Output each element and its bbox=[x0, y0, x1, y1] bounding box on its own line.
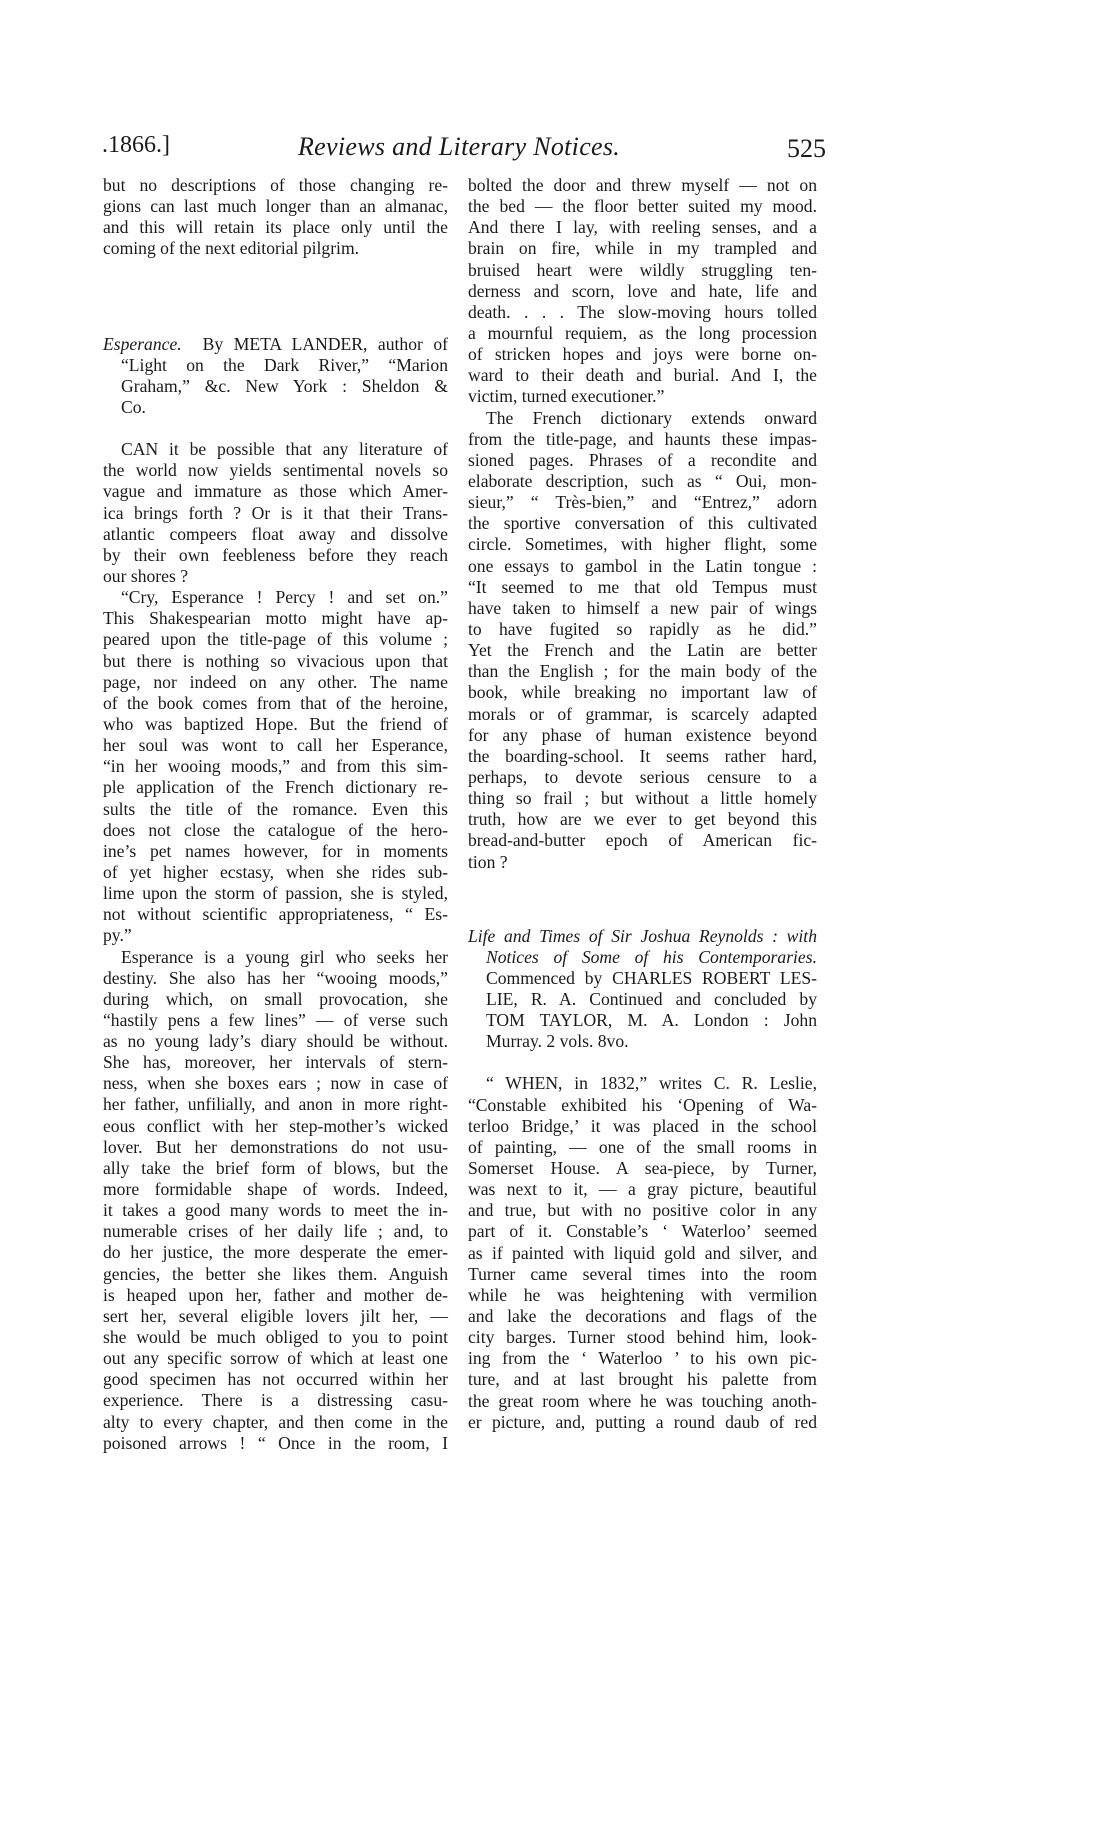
text-line: as if painted with liquid gold and silver, and bbox=[468, 1242, 817, 1263]
text-line: from the title-page, and haunts these impas- bbox=[468, 428, 817, 449]
text-line: destiny. She also has her “wooing moods,” bbox=[103, 967, 448, 988]
text-line: “in her wooing moods,” and from this sim- bbox=[103, 756, 448, 777]
text-line: elaborate description, such as “ Oui, mon- bbox=[468, 470, 817, 491]
text-line: she would be much obliged to you to point bbox=[103, 1327, 448, 1348]
citation-line: LIE, R. A. Continued and concluded by bbox=[486, 989, 817, 1010]
text-line: eous conflict with her step-mother’s wicked bbox=[103, 1115, 448, 1136]
text-line: have taken to himself a new pair of wings bbox=[468, 597, 817, 618]
book-title-line: Notices of Some of his Contemporaries. bbox=[486, 946, 817, 967]
text-line: a mournful requiem, as the long procession bbox=[468, 322, 817, 343]
text-line: atlantic compeers float away and dissolve bbox=[103, 523, 448, 544]
text-line: “hastily pens a few lines” — of verse such bbox=[103, 1009, 448, 1030]
text-line: peared upon the title-page of this volume ; bbox=[103, 629, 448, 650]
section-gap bbox=[103, 260, 448, 334]
text-line: the bed — the floor better suited my mood. bbox=[468, 196, 817, 217]
text-line: sieur,” “ Très-bien,” and “Entrez,” adorn bbox=[468, 492, 817, 513]
text-line: circle. Sometimes, with higher flight, some bbox=[468, 534, 817, 555]
text-line: ica brings forth ? Or is it that their Trans- bbox=[103, 502, 448, 523]
text-line: ing from the ‘ Waterloo ’ to his own pic- bbox=[468, 1348, 817, 1369]
text-line: city barges. Turner stood behind him, look- bbox=[468, 1327, 817, 1348]
section-gap bbox=[468, 873, 817, 926]
text-line: the boarding-school. It seems rather hard, bbox=[468, 745, 817, 766]
text-line: derness and scorn, love and hate, life and bbox=[468, 280, 817, 301]
text-line: And there I lay, with reeling senses, and a bbox=[468, 217, 817, 238]
review-esperance-continued bbox=[468, 175, 817, 873]
left-column bbox=[103, 175, 448, 1454]
text-line: of painting, — one of the small rooms in bbox=[468, 1136, 817, 1157]
text-line: alty to every chapter, and then come in the bbox=[103, 1411, 448, 1432]
running-header bbox=[102, 132, 826, 166]
citation-line: Co. bbox=[121, 396, 146, 417]
text-line: coming of the next editorial pilgrim. bbox=[103, 238, 360, 259]
text-line: but there is nothing so vivacious upon that bbox=[103, 650, 448, 671]
text-line: was next to it, — a gray picture, beautiful bbox=[468, 1179, 817, 1200]
text-line: truth, how are we ever to get beyond this bbox=[468, 809, 817, 830]
text-line: good specimen has not occurred within her bbox=[103, 1369, 448, 1390]
text-line: Turner came several times into the room bbox=[468, 1263, 817, 1284]
review-esperance-body bbox=[103, 439, 448, 1454]
text-line: of yet higher ecstasy, when she rides sub- bbox=[103, 861, 448, 882]
text-line: it takes a good many words to meet the in- bbox=[103, 1200, 448, 1221]
text-line: poisoned arrows ! “ Once in the room, I bbox=[103, 1432, 448, 1453]
text-line: er picture, and, putting a round daub of red bbox=[468, 1411, 817, 1432]
text-line: This Shakespearian motto might have ap- bbox=[103, 608, 448, 629]
text-line: for any phase of human existence beyond bbox=[468, 724, 817, 745]
citation-line: Murray. 2 vols. 8vo. bbox=[486, 1031, 629, 1052]
text-line: by their own feebleness before they reach bbox=[103, 544, 448, 565]
text-line: py.” bbox=[103, 925, 132, 946]
text-line: “ WHEN, in 1832,” writes C. R. Leslie, bbox=[486, 1073, 817, 1094]
text-line: She has, moreover, her intervals of stern- bbox=[103, 1052, 448, 1073]
citation-line: “Light on the Dark River,” “Marion bbox=[121, 354, 448, 375]
book-title-line: Life and Times of Sir Joshua Reynolds : with bbox=[468, 925, 817, 946]
text-line: numerable crises of her daily life ; and, to bbox=[103, 1221, 448, 1242]
text-line: her soul was wont to call her Esperance, bbox=[103, 735, 448, 756]
text-line: lover. But her demonstrations do not usu- bbox=[103, 1136, 448, 1157]
citation-line: Graham,” &c. New York : Sheldon & bbox=[121, 375, 448, 396]
text-line: but no descriptions of those changing re- bbox=[103, 175, 448, 195]
text-line: bread-and-butter epoch of American fic- bbox=[468, 830, 817, 851]
book-title: Esperance. bbox=[103, 333, 182, 354]
text-line: the great room where he was touching anoth- bbox=[468, 1390, 817, 1411]
text-line: bolted the door and threw myself — not on bbox=[468, 175, 817, 195]
text-line: of the book comes from that of the heroine, bbox=[103, 692, 448, 713]
text-line: sert her, several eligible lovers jilt her, — bbox=[103, 1305, 448, 1326]
text-line: not without scientific appropriateness, “ Es- bbox=[103, 904, 448, 925]
citation-line: Commenced by CHARLES ROBERT LES- bbox=[486, 967, 817, 988]
text-line: our shores ? bbox=[103, 565, 189, 586]
text-line: book, while breaking no important law of bbox=[468, 682, 817, 703]
section-gap bbox=[468, 1052, 817, 1073]
text-line: out any specific sorrow of which at least one bbox=[103, 1348, 448, 1369]
text-line: does not close the catalogue of the hero- bbox=[103, 819, 448, 840]
text-line: terloo Bridge,’ it was placed in the school bbox=[468, 1115, 817, 1136]
header-year: .1866.] bbox=[102, 132, 170, 158]
text-line: part of it. Constable’s ‘ Waterloo’ seemed bbox=[468, 1221, 817, 1242]
page-number: 525 bbox=[787, 134, 826, 163]
text-line: tion ? bbox=[468, 851, 508, 872]
intro-paragraph bbox=[103, 175, 448, 260]
right-column bbox=[468, 175, 817, 1433]
review-reynolds-body bbox=[468, 1073, 817, 1432]
text-line: while he was heightening with vermilion bbox=[468, 1284, 817, 1305]
text-line: ture, and at last brought his palette from bbox=[468, 1369, 817, 1390]
citation-line: TOM TAYLOR, M. A. London : John bbox=[486, 1010, 817, 1031]
text-line: and true, but with no positive color in any bbox=[468, 1200, 817, 1221]
text-line: during which, on small provocation, she bbox=[103, 988, 448, 1009]
text-line: lime upon the storm of passion, she is styled, bbox=[103, 883, 448, 904]
text-line: death. . . . The slow-moving hours tolled bbox=[468, 301, 817, 322]
text-line: as no young lady’s diary should be without. bbox=[103, 1031, 448, 1052]
text-line: is heaped upon her, father and mother de- bbox=[103, 1284, 448, 1305]
text-line: ward to their death and burial. And I, the bbox=[468, 365, 817, 386]
text-line: do her justice, the more desperate the emer- bbox=[103, 1242, 448, 1263]
text-line: of stricken hopes and joys were borne on- bbox=[468, 344, 817, 365]
text-line: CAN it be possible that any literature of bbox=[121, 439, 448, 460]
text-line: who was baptized Hope. But the friend of bbox=[103, 713, 448, 734]
text-line: “Cry, Esperance ! Percy ! and set on.” bbox=[121, 587, 448, 608]
text-line: more formidable shape of words. Indeed, bbox=[103, 1179, 448, 1200]
review-reynolds-citation bbox=[468, 926, 817, 1053]
text-line: The French dictionary extends onward bbox=[486, 407, 817, 428]
text-line: victim, turned executioner.” bbox=[468, 386, 665, 407]
text-line: ine’s pet names however, for in moments bbox=[103, 840, 448, 861]
text-line: perhaps, to devote serious censure to a bbox=[468, 766, 817, 787]
text-line: Esperance is a young girl who seeks her bbox=[121, 946, 448, 967]
text-line: than the English ; for the main body of the bbox=[468, 661, 817, 682]
text-line: brain on fire, while in my trampled and bbox=[468, 238, 817, 259]
text-line: “It seemed to me that old Tempus must bbox=[468, 576, 817, 597]
text-line: ple application of the French dictionary re- bbox=[103, 777, 448, 798]
text-line: page, nor indeed on any other. The name bbox=[103, 671, 448, 692]
text-line: and lake the decorations and flags of the bbox=[468, 1306, 817, 1327]
text-line: “Constable exhibited his ‘Opening of Wa- bbox=[468, 1094, 817, 1115]
text-line: thing so frail ; but without a little homely bbox=[468, 788, 817, 809]
text-line: morals or of grammar, is scarcely adapted bbox=[468, 703, 817, 724]
text-line: the world now yields sentimental novels so bbox=[103, 460, 448, 481]
review-esperance-citation bbox=[103, 334, 448, 419]
citation-line: Esperance. By META LANDER, author of bbox=[103, 333, 449, 354]
text-line: her father, unfilially, and anon in more right- bbox=[103, 1094, 448, 1115]
text-line: to have fugited so rapidly as he did.” bbox=[468, 618, 817, 639]
text-line: Somerset House. A sea-piece, by Turner, bbox=[468, 1158, 817, 1179]
text-line: one essays to gambol in the Latin tongue : bbox=[468, 555, 817, 576]
text-line: bruised heart were wildly struggling ten- bbox=[468, 259, 817, 280]
text-line: sults the title of the romance. Even this bbox=[103, 798, 448, 819]
section-gap bbox=[103, 418, 448, 439]
text-line: sioned pages. Phrases of a recondite and bbox=[468, 449, 817, 470]
text-line: the sportive conversation of this cultivated bbox=[468, 513, 817, 534]
text-line: ness, when she boxes ears ; now in case of bbox=[103, 1073, 448, 1094]
text-line: gencies, the better she likes them. Anguish bbox=[103, 1263, 448, 1284]
text-line: ally take the brief form of blows, but the bbox=[103, 1157, 448, 1178]
text-line: experience. There is a distressing casu- bbox=[103, 1390, 448, 1411]
text-line: vague and immature as those which Amer- bbox=[103, 481, 448, 502]
text-line: and this will retain its place only until the bbox=[103, 217, 448, 238]
text-line: Yet the French and the Latin are better bbox=[468, 640, 817, 661]
text-line: gions can last much longer than an almanac, bbox=[103, 196, 448, 217]
header-running-title: Reviews and Literary Notices. bbox=[298, 132, 621, 161]
